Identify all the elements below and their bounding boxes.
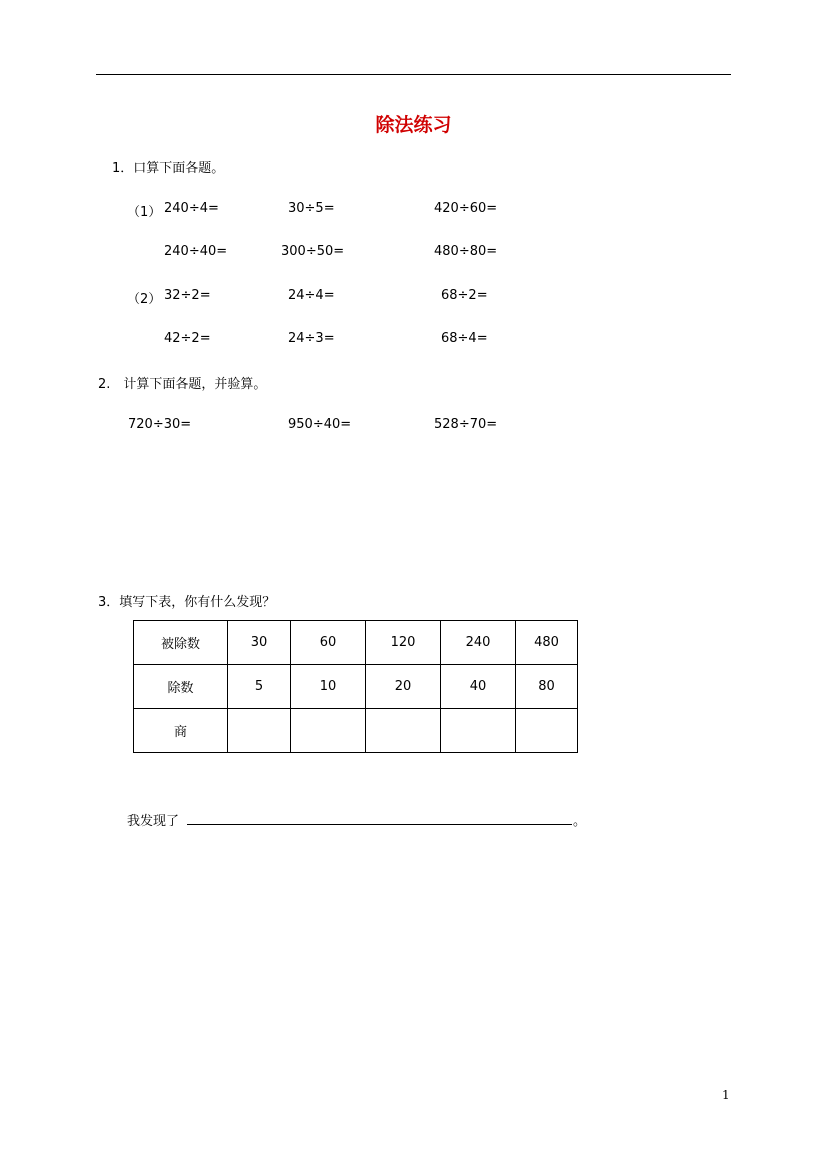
q3-heading: 3．填写下表，你有什么发现？ bbox=[98, 595, 276, 610]
table-row-dividend bbox=[134, 621, 578, 665]
q1-heading: 1．口算下面各题。 bbox=[112, 161, 225, 176]
q1-part2-label: （2） bbox=[127, 292, 162, 307]
q1-r4-c2: 24÷3= bbox=[288, 331, 335, 346]
answer-cell[interactable] bbox=[291, 709, 366, 753]
q2-item-3: 528÷70= bbox=[434, 417, 498, 432]
table-cell: 10 bbox=[291, 665, 366, 709]
q1-r3-c1: 32÷2= bbox=[164, 288, 211, 303]
q1-r4-c3: 68÷4= bbox=[441, 331, 488, 346]
q2-heading: 2. 计算下面各题，并验算。 bbox=[98, 377, 267, 392]
table-cell: 5 bbox=[228, 665, 291, 709]
table-cell: 40 bbox=[441, 665, 516, 709]
answer-cell[interactable] bbox=[441, 709, 516, 753]
row-header-dividend: 被除数 bbox=[134, 621, 228, 665]
q1-r4-c1: 42÷2= bbox=[164, 331, 211, 346]
finding-suffix: 。 bbox=[573, 814, 587, 829]
table-cell: 20 bbox=[366, 665, 441, 709]
answer-cell[interactable] bbox=[516, 709, 578, 753]
q2-item-2: 950÷40= bbox=[288, 417, 352, 432]
q1-r2-c2: 300÷50= bbox=[281, 244, 345, 259]
answer-cell[interactable] bbox=[228, 709, 291, 753]
q1-part1-label: （1） bbox=[127, 205, 162, 220]
q1-r3-c3: 68÷2= bbox=[441, 288, 488, 303]
division-table bbox=[133, 620, 578, 753]
table-cell: 240 bbox=[441, 621, 516, 665]
finding-answer-line[interactable] bbox=[187, 824, 572, 825]
row-header-divisor: 除数 bbox=[134, 665, 228, 709]
table-cell: 60 bbox=[291, 621, 366, 665]
q1-r2-c1: 240÷40= bbox=[164, 244, 228, 259]
page-title: 除法练习 bbox=[375, 114, 452, 136]
header-rule bbox=[96, 74, 731, 75]
table-row-quotient bbox=[134, 709, 578, 753]
table-cell: 30 bbox=[228, 621, 291, 665]
finding-prefix: 我发现了 bbox=[127, 814, 180, 829]
table-row-divisor bbox=[134, 665, 578, 709]
q1-r1-c1: 240÷4= bbox=[164, 201, 219, 216]
page-number: 1 bbox=[722, 1088, 730, 1102]
row-header-quotient: 商 bbox=[134, 709, 228, 753]
q1-r1-c2: 30÷5= bbox=[288, 201, 335, 216]
q1-r1-c3: 420÷60= bbox=[434, 201, 498, 216]
table-cell: 120 bbox=[366, 621, 441, 665]
q1-r3-c2: 24÷4= bbox=[288, 288, 335, 303]
q2-item-1: 720÷30= bbox=[128, 417, 192, 432]
table-cell: 80 bbox=[516, 665, 578, 709]
answer-cell[interactable] bbox=[366, 709, 441, 753]
q1-r2-c3: 480÷80= bbox=[434, 244, 498, 259]
table-cell: 480 bbox=[516, 621, 578, 665]
